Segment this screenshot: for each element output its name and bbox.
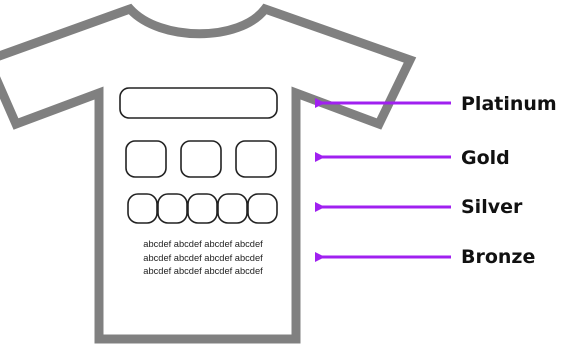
silver-slot <box>188 194 217 223</box>
silver-slot <box>128 194 157 223</box>
silver-slot <box>248 194 277 223</box>
tier-label-bronze: Bronze <box>461 246 536 268</box>
gold-slot <box>126 141 166 177</box>
silver-slot <box>218 194 247 223</box>
platinum-slot <box>120 88 277 118</box>
bronze-text-line: abcdef abcdef abcdef abcdef <box>143 239 263 249</box>
silver-slots <box>128 194 277 223</box>
bronze-text-line: abcdef abcdef abcdef abcdef <box>143 253 263 263</box>
tier-label-silver: Silver <box>461 196 523 218</box>
silver-slot <box>158 194 187 223</box>
gold-slots <box>126 141 276 177</box>
gold-slot <box>181 141 221 177</box>
bronze-text-line: abcdef abcdef abcdef abcdef <box>143 266 263 276</box>
tier-label-platinum: Platinum <box>461 93 557 115</box>
tier-label-gold: Gold <box>461 147 510 169</box>
gold-slot <box>236 141 276 177</box>
